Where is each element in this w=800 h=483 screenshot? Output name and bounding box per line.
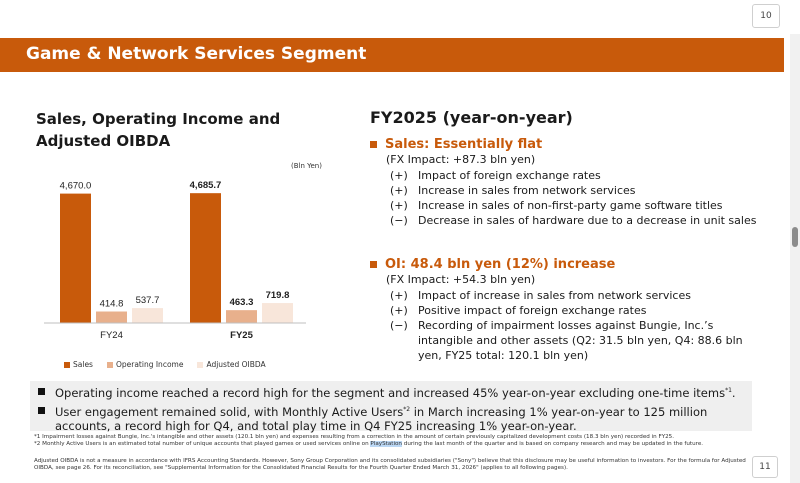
- sales-heading: [370, 137, 758, 152]
- bullet-square-icon: [370, 141, 377, 148]
- right-title: FY2025 (year-on-year): [370, 108, 573, 127]
- data-label: 537.7: [135, 295, 160, 307]
- legend-swatch: [107, 362, 113, 368]
- unit-label: (Bln Yen): [291, 162, 322, 170]
- sales-section: [370, 137, 758, 228]
- sales-item-text: Impact of foreign exchange rates: [418, 169, 601, 182]
- oi-heading-text: OI: 48.4 bln yen (12%) increase: [385, 257, 616, 272]
- summary-text-2a: User engagement remained solid, with Monthly Active Users: [55, 404, 404, 419]
- footnote-2-text: *2 Monthly Active Users is an estimated total number of unique accounts that played games or used services online on: [34, 441, 371, 447]
- bullet-square-icon: [38, 407, 45, 414]
- banner-title: Game & Network Services Segment: [26, 44, 367, 64]
- oi-fx-impact: (FX Impact: +54.3 bln yen): [386, 273, 536, 286]
- section-banner: [0, 38, 784, 72]
- legend-label: Sales: [73, 360, 93, 369]
- oi-item: [390, 288, 758, 303]
- chart-legend: [64, 360, 266, 369]
- sales-item-text: Increase in sales from network services: [418, 184, 636, 197]
- bar-chart: [36, 170, 336, 355]
- data-label: 463.3: [229, 297, 254, 309]
- sign-marker: (−): [390, 214, 408, 227]
- oi-item: [390, 318, 758, 363]
- footnote-2: [34, 441, 750, 448]
- sales-item: [390, 198, 758, 213]
- data-label: 4,670.0: [59, 180, 92, 192]
- chart-title: Sales, Operating Income and Adjusted OIBDA: [36, 110, 281, 150]
- bar-sales-fy24: [60, 194, 91, 323]
- sign-marker: (+): [390, 199, 408, 212]
- footnote-ref-2: *2: [403, 405, 411, 413]
- sales-item-text: Decrease in sales of hardware due to a decrease in unit sales: [418, 214, 757, 227]
- oi-item-text: Impact of increase in sales from network services: [418, 289, 691, 302]
- top-bar: [0, 0, 800, 34]
- sign-marker: (+): [390, 169, 408, 182]
- legend-label: Adjusted OIBDA: [206, 360, 266, 369]
- sales-fx-impact: (FX Impact: +87.3 bln yen): [386, 153, 536, 166]
- bar-operating-income-fy25: [226, 310, 257, 323]
- sales-heading-text: Sales: Essentially flat: [385, 137, 543, 152]
- scrollbar[interactable]: [790, 34, 800, 483]
- summary-point-1: [30, 384, 752, 400]
- sales-item: [390, 168, 758, 183]
- footnote-oibda: Adjusted OIBDA is not a measure in accordance with IFRS Accounting Standards. However, Sony Group Corporation and its consolidated subsidiaries ("Sony") believe that this disclosure may be useful information to investors. For the formula for Adjusted OIBDA, see page 26. For its reconciliation, see "Supplemental Information for the Consolidated Financial Results for the Fourth Quarter Ended March 31, 2026" (applies to all following pages).: [34, 458, 746, 471]
- sales-factors-list: [370, 168, 758, 228]
- bar-adjusted-oibda-fy25: [262, 303, 293, 323]
- scrollbar-thumb[interactable]: [792, 227, 798, 247]
- summary-text-1-end: .: [731, 385, 736, 400]
- oi-factors-list: [370, 288, 758, 363]
- data-label: 719.8: [265, 290, 290, 302]
- highlighted-text[interactable]: PlayStation: [370, 441, 402, 447]
- bar-adjusted-oibda-fy24: [132, 308, 163, 323]
- legend-item: [197, 360, 265, 369]
- sign-marker: (+): [390, 289, 408, 302]
- legend-label: Operating Income: [115, 360, 184, 369]
- oi-item: [390, 303, 758, 318]
- footnote-2-text-end: during the last month of the quarter and is based on company research and may be updated in the future.: [401, 441, 704, 447]
- footnote-ref-1: *1: [725, 387, 732, 394]
- sign-marker: (+): [390, 184, 408, 197]
- category-label: FY25: [230, 330, 253, 341]
- footnote-1: *1 Impairment losses against Bungie, Inc.'s intangible and other assets (120.1 bln yen) and expenses resulting from a correction in the amount of certain previously capitalized development costs (18.3 bln yen) recorded in FY25.: [34, 434, 675, 440]
- legend-swatch: [197, 362, 203, 368]
- bar-sales-fy25: [190, 193, 221, 323]
- page-number-top: 10: [752, 4, 780, 28]
- sales-item: [390, 213, 758, 228]
- summary-text-1: Operating income reached a record high for the segment and increased 45% year-on-year excluding one-time items: [55, 385, 726, 400]
- legend-item: [64, 360, 93, 369]
- oi-item-text: Recording of impairment losses against Bungie, Inc.’s intangible and other assets (Q2: 31.5 bln yen, Q4: 88.6 bln yen, FY25 total: 120.1 bln yen): [418, 319, 743, 362]
- data-label: 414.8: [99, 298, 124, 310]
- legend-item: [107, 360, 183, 369]
- sign-marker: (+): [390, 304, 408, 317]
- bar-operating-income-fy24: [96, 312, 127, 323]
- oi-section: [370, 257, 758, 363]
- sales-item-text: Increase in sales of non-first-party game software titles: [418, 199, 723, 212]
- summary-point-2: [30, 403, 752, 433]
- bullet-square-icon: [370, 261, 377, 268]
- sales-item: [390, 183, 758, 198]
- legend-swatch: [64, 362, 70, 368]
- data-label: 4,685.7: [189, 180, 222, 192]
- summary-text-2b: in March increasing 1% year-on-year to 125 million accounts, a record high for Q4, and total play time in Q4 FY25 increasing 1% year-on-year.: [55, 404, 708, 433]
- bullet-square-icon: [38, 388, 45, 395]
- oi-item-text: Positive impact of foreign exchange rates: [418, 304, 647, 317]
- category-label: FY24: [100, 330, 123, 341]
- page-number-bottom: 11: [752, 456, 778, 478]
- sign-marker: (−): [390, 319, 408, 332]
- oi-heading: [370, 257, 758, 272]
- summary-box: [30, 381, 752, 431]
